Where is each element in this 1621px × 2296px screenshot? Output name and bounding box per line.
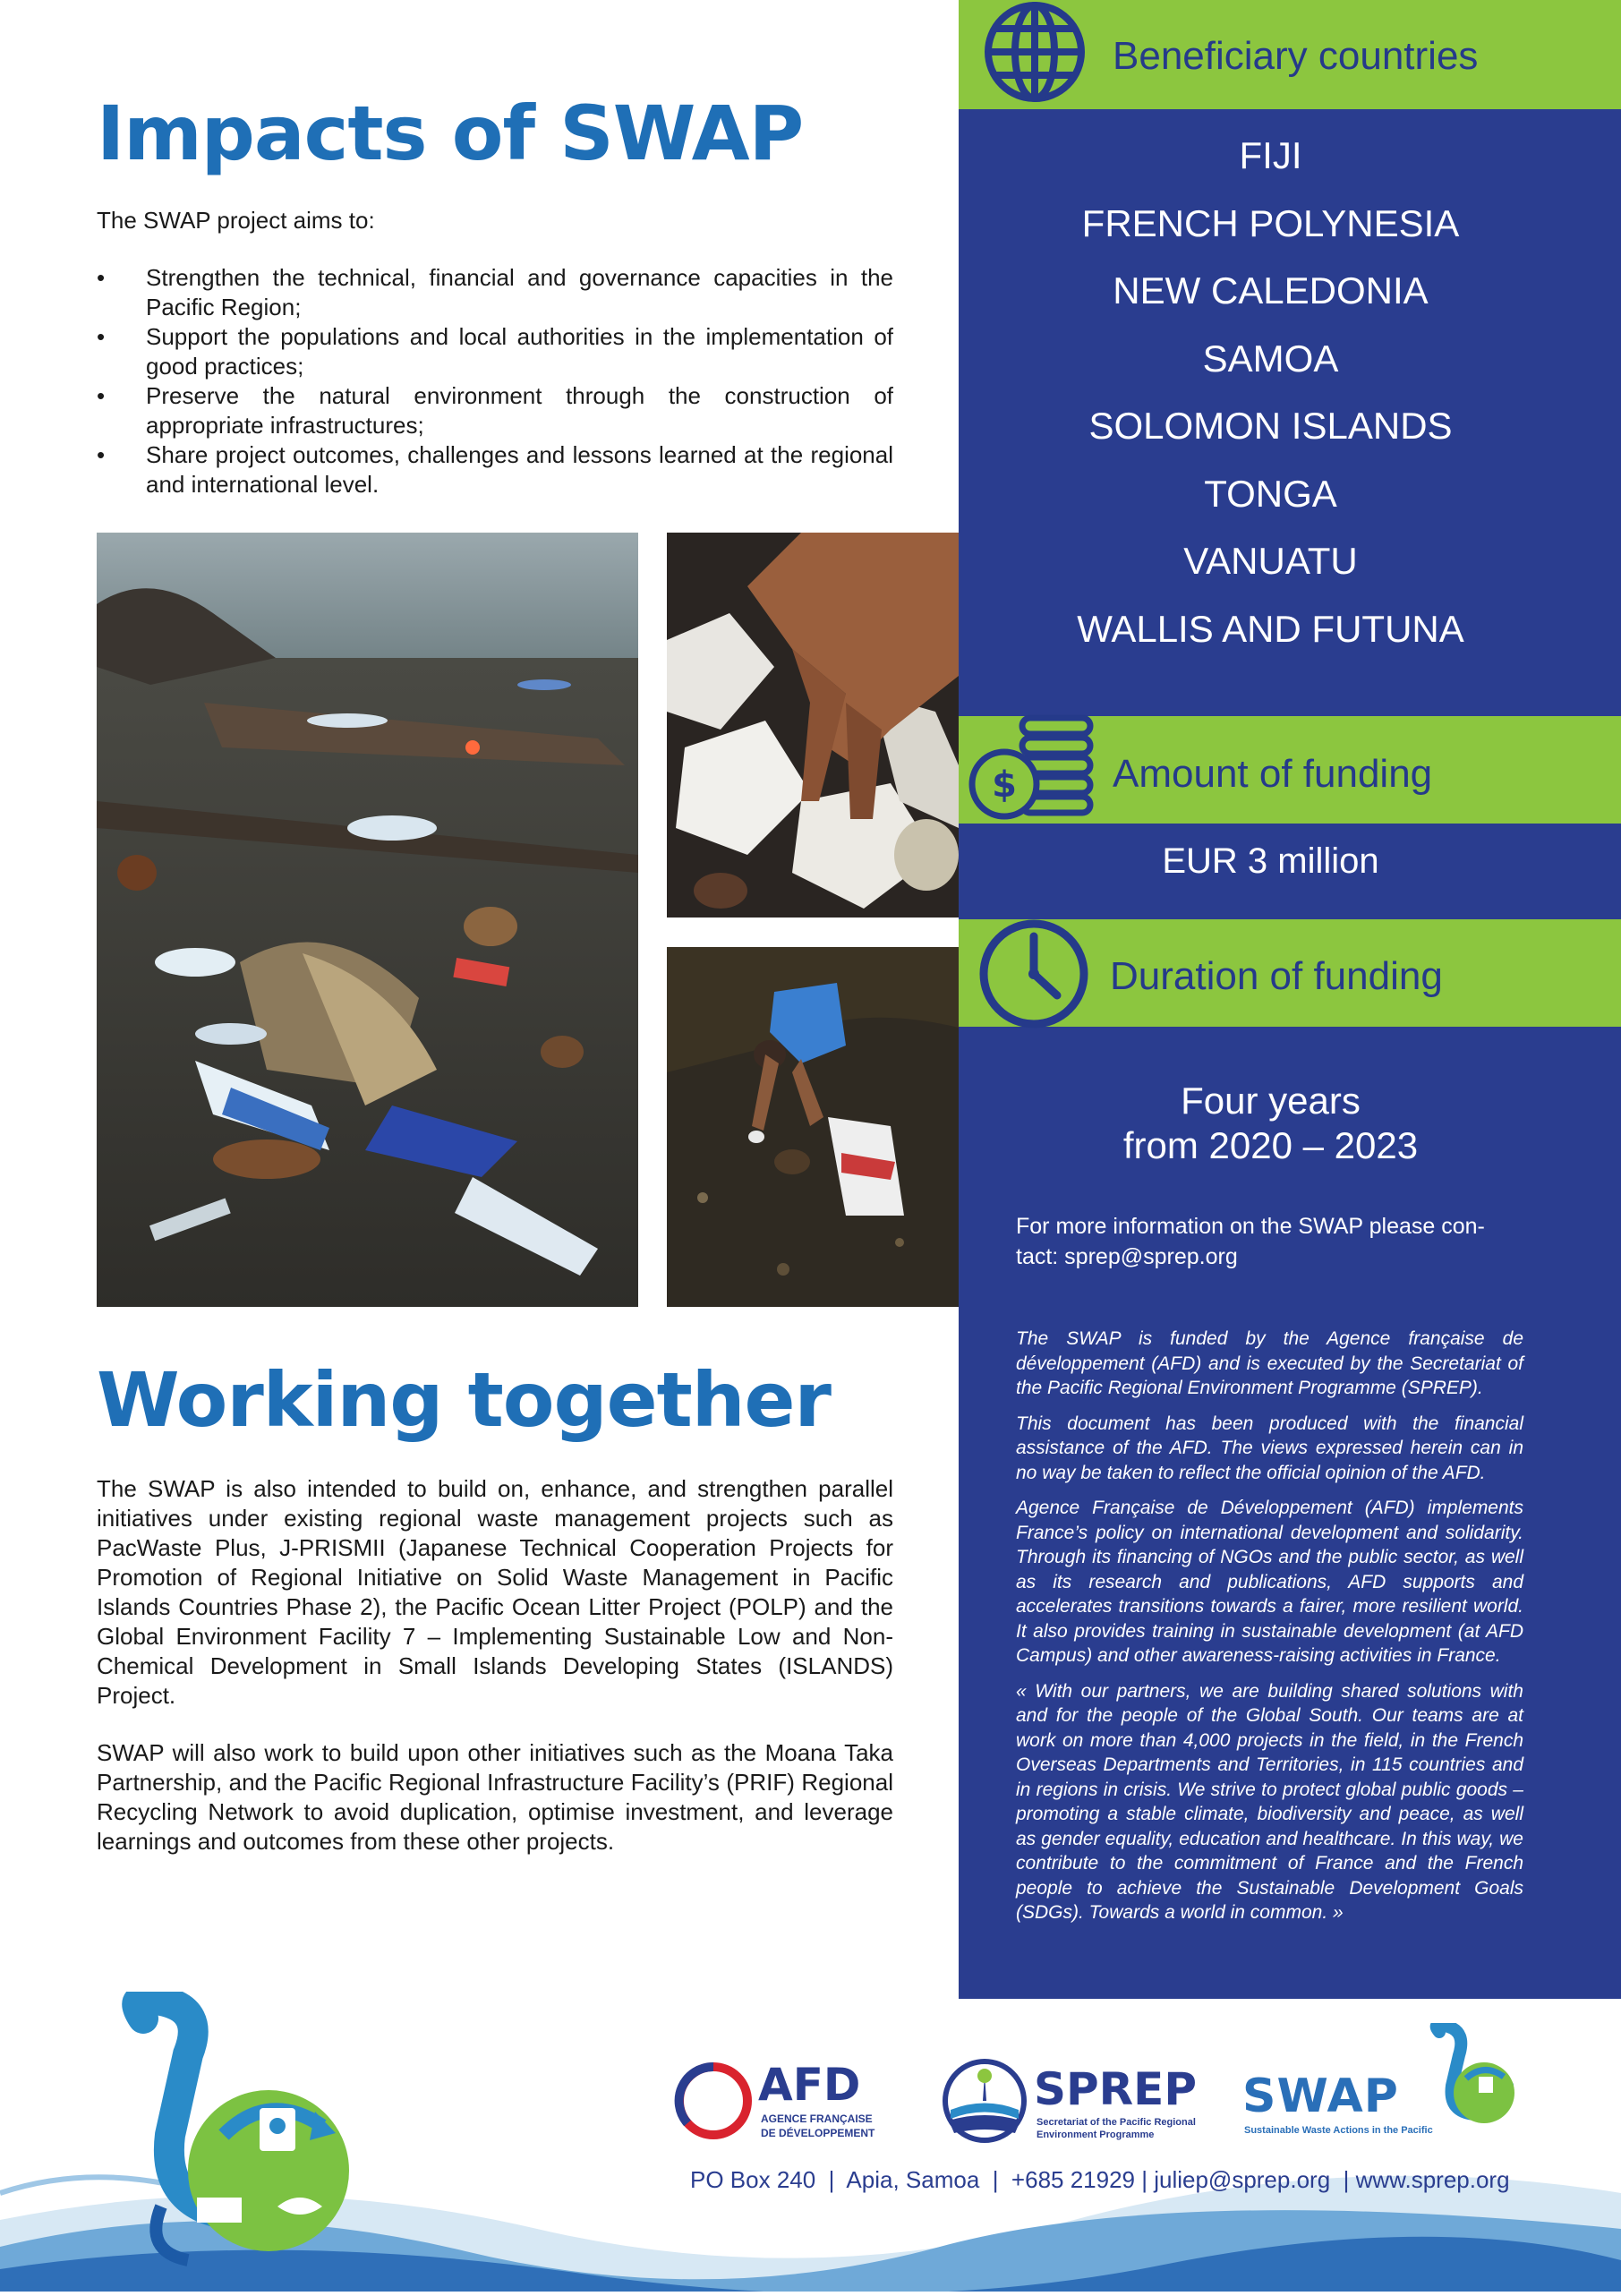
contact-line-1: For more information on the SWAP please con- — [1016, 1214, 1485, 1239]
note-paragraph: The SWAP is funded by the Agence française de développement (AFD) and is executed by the Secretariat of the Pacific Regional Environment Programme (SPREP). — [1016, 1328, 1523, 1398]
country-item: SAMOA — [1202, 337, 1339, 380]
country-item: NEW CALEDONIA — [1113, 269, 1429, 312]
note-paragraph: This document has been produced with the financial assistance of the AFD. The views expressed herein can in no way be taken to reflect the official opinion of the AFD. — [1016, 1413, 1523, 1483]
working-para-1: The SWAP is also intended to build on, enhance, and strengthen parallel initiatives under existing regional waste management projects such as PacWaste Plus, J-PRISMII (Japanese Technical Cooperation Projects for Promotion of Regional Initiative on Solid Waste Management in Pacific Islands Countries Phase 2), the Pacific Ocean Litter Project (POLP) and the Global Environment Facility 7 – Implementing Sustainable Low and Non-Chemical Development in Small Islands Developing States (ISLANDS) Project. — [97, 1475, 893, 1709]
swap-logo-name: SWAP — [1242, 2070, 1399, 2123]
aim-item: • Share project outcomes, challenges and lessons learned at the regional and international level. — [97, 440, 893, 499]
hand-debris-photo — [667, 533, 959, 918]
funding-value: EUR 3 million — [1162, 841, 1379, 881]
sprep-logo — [940, 2054, 1197, 2153]
swap-logo-sub: Sustainable Waste Actions in the Pacific — [1244, 2125, 1433, 2136]
note-paragraph: « With our partners, we are building shared solutions with and for the people of the Global South. Our teams are at work on more than 4,000 projects in the field, in the French Overseas Departments and Territories, in 115 countries and in regions in crisis. We strive to protect global public goods – promoting a stable climate, biodiversity and peace, as well as gender equality, education and healthcare. In this way, we contribute to the commitment of France and the French people to achieve the Sustainable Development Goals (SDGs). Towards a world in common. » — [1016, 1680, 1523, 1923]
duration-line-1: Four years — [1181, 1080, 1361, 1122]
swap-logo — [1242, 2023, 1529, 2139]
afd-logo-name: AFD — [758, 2059, 861, 2111]
impacts-intro: The SWAP project aims to: — [97, 207, 375, 234]
duration-line-2: from 2020 – 2023 — [1122, 1124, 1419, 1166]
afd-logo — [673, 2059, 879, 2148]
aim-item: • Preserve the natural environment through the construction of appropriate infrastructures; — [97, 381, 893, 440]
funding-title: Amount of funding — [1113, 752, 1433, 796]
sidebar-notes — [1016, 1327, 1523, 1936]
working-title: Working together — [97, 1356, 831, 1444]
beach-litter-photo — [97, 533, 638, 1307]
country-list — [959, 122, 1583, 662]
sprep-logo-name: SPREP — [1034, 2063, 1197, 2115]
globe-icon — [974, 0, 1096, 122]
contact-info — [1016, 1211, 1553, 1272]
duration-value — [959, 1079, 1583, 1168]
duration-title: Duration of funding — [1110, 954, 1443, 998]
country-item: VANUATU — [1183, 540, 1358, 582]
clock-icon — [971, 915, 1096, 1040]
beneficiary-title: Beneficiary countries — [1113, 34, 1479, 78]
contact-line-2: tact: sprep@sprep.org — [1016, 1244, 1238, 1269]
working-para-2: SWAP will also work to build upon other initiatives such as the Moana Taka Partnership, and the Pacific Regional Infrastructure Facility’s (PRIF) Regional Recycling Network to avoid duplication, optimise investment, and leverage learnings and outcomes from these other projects. — [97, 1739, 893, 1855]
country-item: TONGA — [1204, 472, 1337, 515]
impacts-title: Impacts of SWAP — [97, 90, 804, 177]
sprep-logo-sub-1: Secretariat of the Pacific Regional — [1037, 2117, 1196, 2128]
footer-contact: PO Box 240 | Apia, Samoa | +685 21929 | juliep@sprep.org | www.sprep.org — [690, 2166, 1510, 2193]
cleanup-photo — [667, 947, 959, 1307]
country-item: SOLOMON ISLANDS — [1088, 405, 1453, 447]
afd-logo-sub-2: DE DÉVELOPPEMENT — [761, 2127, 875, 2139]
country-item: FIJI — [1239, 134, 1302, 176]
country-item: WALLIS AND FUTUNA — [1077, 607, 1464, 650]
afd-logo-sub-1: AGENCE FRANÇAISE — [761, 2112, 873, 2125]
coins-icon — [965, 713, 1099, 827]
svg-text:$: $ — [992, 764, 1017, 806]
country-item: FRENCH POLYNESIA — [1081, 201, 1460, 244]
aim-item: • Support the populations and local authorities in the implementation of good practices; — [97, 322, 893, 381]
swap-hook-emblem — [107, 1992, 376, 2278]
sprep-logo-sub-2: Environment Programme — [1037, 2130, 1155, 2140]
aims-list — [97, 263, 893, 499]
note-paragraph: Agence Française de Développement (AFD) implements France’s policy on international development and solidarity. Through its financing of NGOs and the public sector, as well as its research and publications, AFD supports and accelerates transitions towards a fairer, more resilient world. It also provides training in sustainable development (at AFD Campus) and other awareness-raising activities in France. — [1016, 1498, 1523, 1666]
aim-item: • Strengthen the technical, financial and governance capacities in the Pacific Region; — [97, 263, 893, 322]
